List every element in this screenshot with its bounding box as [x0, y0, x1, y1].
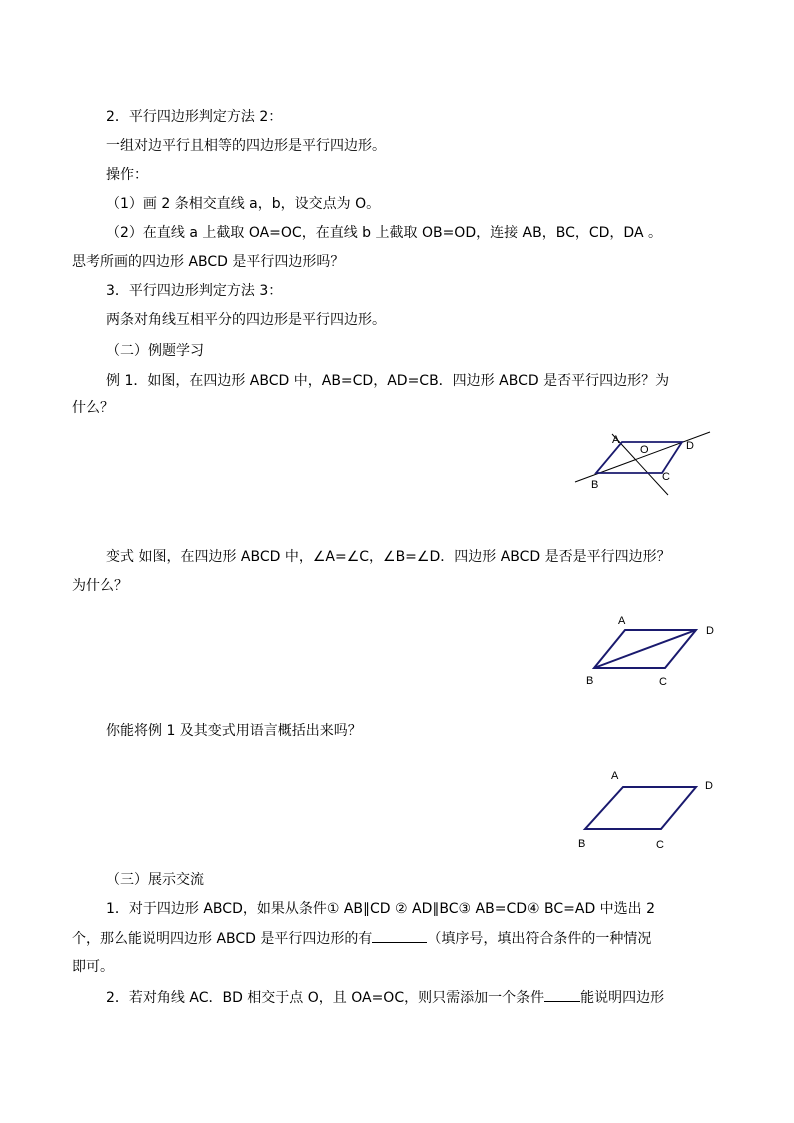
- example1-text: 例 1．如图，在四边形 ABCD 中，AB=CD，AD=CB．四边形 ABCD 是否平行四边形？为: [106, 373, 670, 389]
- figure-variant: [580, 612, 720, 690]
- label-b: B: [578, 838, 586, 850]
- question1-text: 1．对于四边形 ABCD，如果从条件① AB∥CD ② AD∥BC③ AB=CD④ BC=AD 中选出 2: [106, 901, 656, 917]
- label-d: D: [705, 780, 713, 792]
- label-c: C: [659, 676, 667, 688]
- method3-heading: 3．平行四边形判定方法 3：: [106, 283, 283, 299]
- label-c: C: [656, 839, 664, 851]
- answer-blank-2[interactable]: [544, 987, 580, 1002]
- label-c: C: [662, 471, 670, 483]
- label-a: A: [612, 434, 620, 446]
- label-a: A: [618, 615, 626, 627]
- label-b: B: [591, 479, 599, 491]
- figure-general: [573, 765, 723, 855]
- method3-statement: 两条对角线互相平分的四边形是平行四边形。: [106, 312, 386, 328]
- question2-after-blank: 能说明四边形: [580, 990, 665, 1006]
- think-question: 思考所画的四边形 ABCD 是平行四边形吗？: [72, 254, 345, 270]
- operation-step2: （2）在直线 a 上截取 OA=OC，在直线 b 上截取 OB=OD，连接 AB，BC，CD，DA 。: [106, 225, 662, 241]
- section3-heading: （三）展示交流: [106, 872, 204, 888]
- question1-text-cont: [72, 928, 651, 949]
- question1-text-end: 即可。: [72, 959, 114, 975]
- example1-text-cont: 什么？: [72, 400, 114, 416]
- method2-heading: 2．平行四边形判定方法 2：: [106, 109, 283, 125]
- label-d: D: [706, 625, 714, 637]
- figure-example1: [570, 425, 715, 497]
- generalize-question: 你能将例 1 及其变式用语言概括出来吗？: [106, 723, 362, 739]
- quadrilateral-abcd: [585, 787, 696, 829]
- operation-step1: （1）画 2 条相交直线 a，b，设交点为 O。: [106, 196, 381, 212]
- label-o: O: [640, 444, 649, 456]
- variant-text: 变式 如图，在四边形 ABCD 中，∠A=∠C，∠B=∠D．四边形 ABCD 是否是平行四边形？: [106, 549, 671, 565]
- method2-statement: 一组对边平行且相等的四边形是平行四边形。: [106, 138, 386, 154]
- answer-blank-1[interactable]: [372, 928, 427, 943]
- question2-before-blank: 2．若对角线 AC．BD 相交于点 O，且 OA=OC，则只需添加一个条件: [106, 990, 545, 1006]
- label-a: A: [611, 770, 619, 782]
- variant-text-cont: 为什么？: [72, 578, 128, 594]
- question2-text: [106, 987, 664, 1008]
- label-d: D: [686, 440, 694, 452]
- label-b: B: [586, 675, 594, 687]
- operation-label: 操作：: [106, 167, 148, 183]
- section2-heading: （二）例题学习: [106, 343, 204, 359]
- question1-before-blank: 个，那么能说明四边形 ABCD 是平行四边形的有: [72, 931, 373, 947]
- question1-after-blank: （填序号，填出符合条件的一种情况: [427, 931, 652, 947]
